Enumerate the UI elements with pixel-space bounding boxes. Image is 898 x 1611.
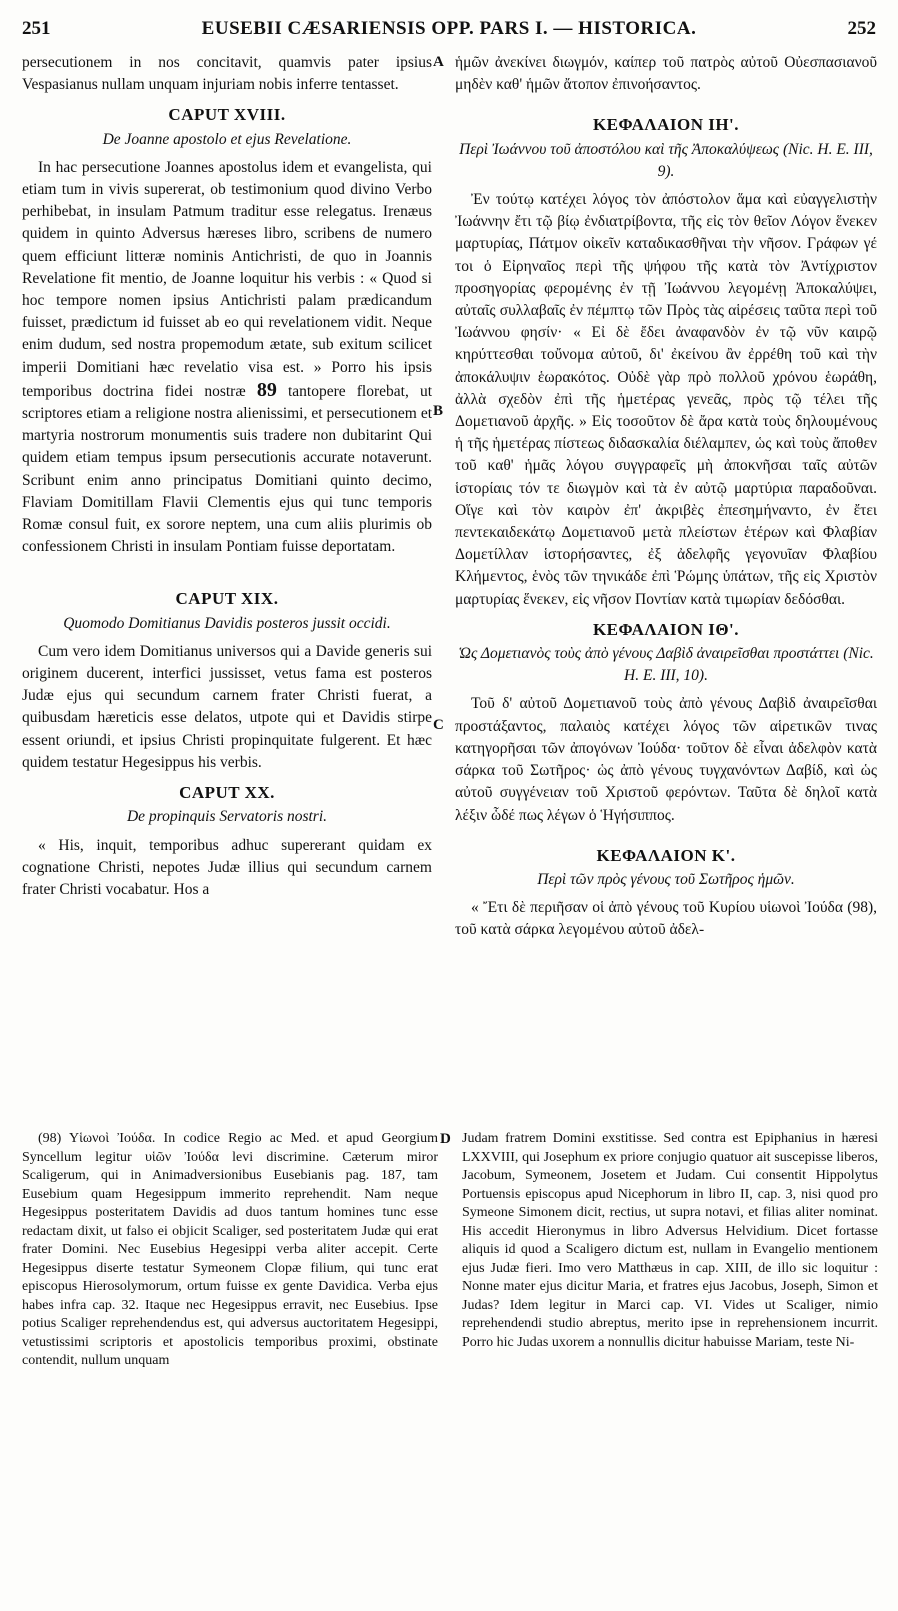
caput-18-title: CAPUT XVIII. xyxy=(168,105,286,125)
greek-intro: ἡμῶν ἀνεκίνει διωγμόν, καίπερ τοῦ πατρὸς αὐτοῦ Οὐεσπασιανοῦ μηδὲν καθ' ἡμῶν ἄτοπον ἐπινοήσαντος. xyxy=(455,54,877,94)
kephalaion-18-title: ΚΕΦΑΛΑΙΟΝ ΙΗ'. xyxy=(592,115,740,135)
greek-column xyxy=(455,52,877,942)
caput-19-title: CAPUT XIX. xyxy=(175,589,279,609)
kephalaion-20-subtitle: Περὶ τῶν πρὸς γένους τοῦ Σωτῆρος ἡμῶν. xyxy=(537,870,795,888)
kephalaion-20-text: « Ἔτι δὲ περιῆσαν οἱ ἀπὸ γένους τοῦ Κυρίου υἱωνοὶ Ἰούδα (98), τοῦ κατὰ σάρκα λεγομένου αὐτοῦ ἀδελ- xyxy=(455,899,877,939)
kephalaion-20-title: ΚΕΦΑΛΑΙΟΝ Κ'. xyxy=(596,845,736,865)
caput-19-text: Cum vero idem Domitianus universos qui a Davide generis sui originem ducerent, interfici jussisset, vetus fama est posteros Judæ ejus qui secundum carnem frater Christi fuerat, a quibusdam hæreticis esse delatos, utpote qui et Davidis stirpe essent oriundi, et ipsius Christi propinquitate fulgerent. Et hæc quidem testatur Hegesippus his verbis. xyxy=(22,642,432,771)
kephalaion-19-text: Τοῦ δ' αὐτοῦ Δομετιανοῦ τοὺς ἀπὸ γένους Δαβὶδ ἀναιρεῖσθαι προστάξαντος, παλαιὸς κατέχει λόγος τῶν αἱρετικῶν τινας κατηγορῆσαι τῶν ἀπογόνων Ἰούδα· τοῦτον δὲ εἶναι ἀδελφὸν κατὰ σάρκα τοῦ Σωτῆρος· ὡς ἀπὸ γένους τυγχανόντων Δαβίδ, καὶ ὡς αὐτοῦ συγγένειαν τοῦ Χριστοῦ φερόντων. Ταῦτα δὲ δηλοῖ κατὰ λέξιν ὧδέ πως λέγων ὁ Ἡγήσιππος. xyxy=(455,695,877,824)
latin-column xyxy=(22,52,432,901)
footnote-98-text: (98) Υἱωνοὶ Ἰούδα. In codice Regio ac Med. et apud Georgium Syncellum legitur υἱῶν Ἰούδα levi discrimine. Cæterum miror Scaligerum, qui in Animadversionibus Eusebianis pag. 187, tam Eusebium quam Hegesippum immerito reprehendit. Nam neque Hegesippus posteritatem Davidis ad duos tantum homines tunc esse redactam dixit, ut falso ei objicit Scaliger, sed posteritatem Judæ qui erat frater Domini. Nec Eusebius Hegesippi verba aliter accepit. Certe Hegesippus diserte testatur Symeonem Clopæ filium, qui tunc erat episcopus Hierosolymorum, ortum fuisse ex gente Davidica. Verba ejus habes infra cap. 32. Itaque nec Hegesippus erravit, nec Eusebius. Ipse potius Scaliger reprehendendus est, qui adversus auctoritatem Hegesippi, vetustissimi scriptoris et apostolicis temporibus proximi, obstinate contendit, nullum unquam xyxy=(22,1131,438,1368)
footnote-98-continued: Judam fratrem Domini exstitisse. Sed contra est Epiphanius in hæresi LXXVIII, qui Josephum ex priore conjugio quatuor ait suscepisse liberos, Jacobum, Symeonem, Josetem et Judam. Cui consentit Hippolytus Portuensis episcopus apud Nicephorum in libro II, cap. 3, nisi quod pro Symeone Simonem dicit, rectius, ut supra notavi, et filias aliter nominat. His accedit Hieronymus in libro Adversus Helvidium. Dicet fortasse aliquis id quod a Scaligero dictum est, nullam in Evangelio mentionem ejus Judæ fieri. Imo vero Matthæus in cap. XIII, de illo sic loquitur : Nonne mater ejus dicitur Maria, et fratres ejus Jacobus, Joseph, Simon et Judas? Idem legitur in Marci cap. VI. Vides ut Scaliger, nimio reprehendendi studio abreptus, merito ipse in reprehensionem incurrit. Porro hic Judas uxorem a nonnullis dicitur habuisse Mariam, teste Ni- xyxy=(462,1131,878,1350)
footnote-left xyxy=(22,1130,438,1371)
caput-20-title: CAPUT XX. xyxy=(179,783,275,803)
footnote-right xyxy=(462,1130,878,1352)
caput-18-subtitle: De Joanne apostolo et ejus Revelatione. xyxy=(102,130,352,148)
margin-letter-a: A xyxy=(433,54,444,70)
margin-letter-d: D xyxy=(440,1131,451,1147)
kephalaion-19-subtitle: Ὡς Δομετιανὸς τοὺς ἀπὸ γένους Δαβὶδ ἀναιρεῖσθαι προστάττει (Nic. H. E. III, 10). xyxy=(458,645,874,685)
kephalaion-19-title: ΚΕΦΑΛΑΙΟΝ ΙΘ'. xyxy=(592,619,740,639)
caput-18-text-b: tantopere florebat, ut scriptores etiam a religione nostra alienissimi, et persecutionem et martyria nostrorum monumentis suis tradere non dubitarint Qui quidem etiam tempus ipsum persecutionis accurate notaverunt. Scribunt enim anno principatus Domitiani quinto decimo, Flaviam Domitillam Flavii Clementis ejus qui tunc temporis Romæ consul fuit, ex sorore neptem, una cum aliis plurimis ob confessionem Christi in insulam Pontiam fuisse deportatam. xyxy=(22,382,433,556)
running-header xyxy=(22,18,876,48)
caput-19-subtitle: Quomodo Domitianus Davidis posteros jussit occidi. xyxy=(63,614,391,632)
caput-18-text-a: In hac persecutione Joannes apostolus idem et evangelista, qui etiam tum in vivis supererat, ob testimonium quod divino Verbo perhibebat, in insulam Patmum traditur esse relegatus. Irenæus quidem in quinto Adversus hæreses libro, scribens de numero quem efficiunt litteræ nominis Antichristi, de quo in Joannis Revelatione fit mentio, de Joanne loquitur his verbis : « Quod si hoc tempore nomen ipsius Antichristi palam prædicandum fuisset, prædictum id fuisset ab eo qui revelationem vidit. Neque enim dudum, sed nostra propemodum ætate, sub exitum scilicet imperii Domitiani hæc revelatio visa est. » Porro his ipsis temporibus doctrina fidei nostræ xyxy=(22,158,432,400)
page-marker-number: 89 xyxy=(256,378,277,401)
page-number-right: 252 xyxy=(847,18,876,39)
running-title: EUSEBII CÆSARIENSIS OPP. PARS I. — HISTORICA. xyxy=(201,18,697,39)
kephalaion-18-text: Ἐν τούτῳ κατέχει λόγος τὸν ἀπόστολον ἅμα καὶ εὐαγγελιστὴν Ἰωάννην ἔτι τῷ βίῳ ἐνδιατρίβοντα, τῆς εἰς τὸν θεῖον Λόγον ἕνεκεν μαρτυρίας, Πάτμον οἰκεῖν καταδικασθῆναι τὴν νῆσον. Γράφων γέ τοι ὁ Εἰρηναῖος περὶ τῆς ψήφου τῆς κατὰ τὸν Ἀντίχριστον προσηγορίας φερομένης ἐν τῇ Ἰωάννου λεγομένῃ Ἀποκαλύψει, αὐταῖς συλλαβαῖς ἐν πέμπτῳ τῶν Πρὸς τὰς αἱρέσεις ταῦτα περὶ τοῦ Ἰωάννου φησίν· « Εἰ δὲ ἔδει ἀναφανδὸν ἐν τῷ νῦν καιρῷ κηρύττεσθαι τοὔνομα αὐτοῦ, δι' ἐκείνου ἂν ἐρρέθη τοῦ καὶ τὴν ἀποκάλυψιν ἑωρακότος. Οὐδὲ γὰρ πρὸ πολλοῦ χρόνου ἑωράθη, ἀλλὰ σχεδὸν ἐπὶ τῆς ἡμετέρας γενεᾶς, πρὸς τῷ τέλει τῆς Δομετιανοῦ ἀρχῆς. » Εἰς τοσοῦτον δὲ ἄρα κατὰ τοὺς δηλουμένους ἡ τῆς ἡμετέρας πίστεως διδασκαλία διέλαμπεν, ὡς καὶ τοὺς ἄποθεν τοῦ καθ' ἡμᾶς λόγου συγγραφεῖς μὴ ἀποκνῆσαι ταῖς αὐτῶν ἱστορίαις τόν τε διωγμὸν καὶ τὰ ἐν αὐτῷ μαρτύρια παραδοῦναι. Οἵγε καὶ τὸν καιρὸν ἐπ' ἀκριβὲς ἐπεσημήναντο, ἐν ἔτει πεντεκαιδεκάτῳ Δομετιανοῦ μετὰ πλείστων ἑτέρων καὶ Φλαβίαν Δομετίλλαν ἱστορήσαντες, ἐξ ἀδελφῆς γεγονυῖαν Φλαβίου Κλήμεντος, ἑνὸς τῶν τηνικάδε ἐπὶ Ῥώμης ὑπάτων, τῆς εἰς Χριστὸν μαρτυρίας ἕνεκεν, εἰς νῆσον Ποντίαν κατὰ τιμωρίαν δεδόσθαι. xyxy=(455,191,877,608)
latin-intro: persecutionem in nos concitavit, quamvis pater ipsius Vespasianus nullam unquam injuriam nobis inferre tentasset. xyxy=(22,54,432,94)
margin-letter-b: B xyxy=(433,403,444,419)
margin-letter-c: C xyxy=(433,717,444,733)
page-number-left: 251 xyxy=(22,18,51,39)
caput-20-subtitle: De propinquis Servatoris nostri. xyxy=(126,808,328,826)
kephalaion-18-subtitle: Περὶ Ἰωάννου τοῦ ἀποστόλου καὶ τῆς Ἀποκαλύψεως (Nic. H. E. III, 9). xyxy=(459,140,873,180)
caput-20-text: « His, inquit, temporibus adhuc supererant quidam ex cognatione Christi, nepotes Judæ illius qui secundum carnem frater Christi vocabatur. Hos a xyxy=(22,836,432,898)
caput-18-text xyxy=(22,157,432,559)
